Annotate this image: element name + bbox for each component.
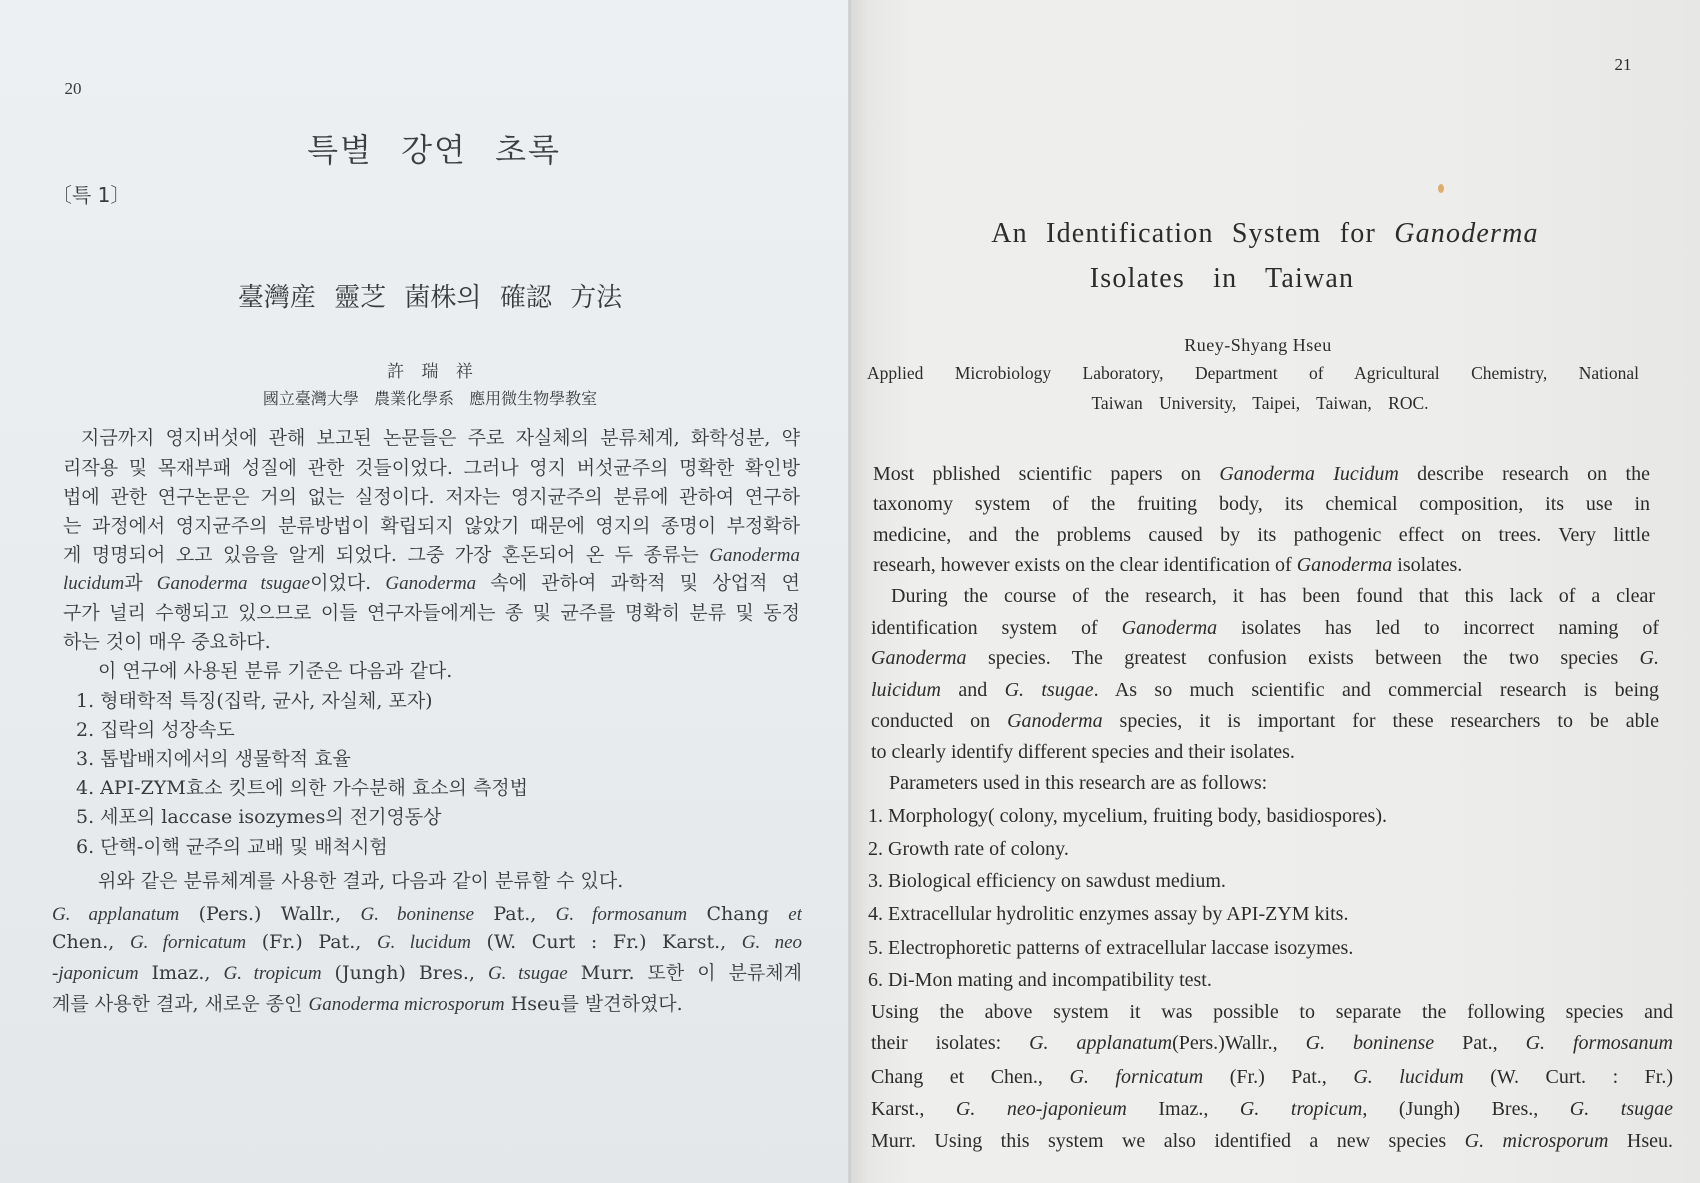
- italic-taxon: G.: [1639, 647, 1659, 669]
- body-line: Murr. Using this system we also identified a new species G. microsporum Hseu.: [871, 1130, 1673, 1152]
- italic-taxon: G. tsugae: [1004, 679, 1094, 701]
- page-number: 21: [1614, 55, 1632, 74]
- italic-taxon: G. neo-japonieum: [955, 1098, 1127, 1120]
- list-item: 4. Extracellular hydrolitic enzymes assay by API-ZYM kits.: [868, 903, 1349, 925]
- body-line: 하는 것이 매우 중요하다.: [63, 631, 271, 653]
- italic-taxon: Ganoderma: [1121, 617, 1218, 639]
- page-number: 20: [64, 79, 82, 98]
- italic-taxon: Ganoderma tsugae: [156, 573, 311, 594]
- affiliation-line: Applied Microbiology Laboratory, Department of Agricultural Chemistry, National: [867, 363, 1639, 383]
- body-line: to clearly identify different species and their isolates.: [871, 741, 1295, 763]
- body-line: lucidum과 Ganoderma tsugae이었다. Ganoderma 속에 관하여 과학적 및 상업적 연: [63, 572, 800, 594]
- list-item: 6. 단핵-이핵 균주의 교배 및 배척시험: [76, 836, 388, 858]
- body-line: Ganoderma species. The greatest confusion exists between the two species G.: [871, 647, 1659, 669]
- italic-taxon: G. fornicatum: [1069, 1066, 1204, 1088]
- italic-taxon: et: [788, 904, 802, 925]
- body-line: Chen., G. fornicatum (Fr.) Pat., G. lucidum (W. Curt : Fr.) Karst., G. neo: [52, 931, 802, 953]
- italic-taxon: Ganoderma Iucidum: [1219, 463, 1399, 485]
- italic-taxon: G. tsugae: [1569, 1098, 1673, 1120]
- italic-taxon: Ganoderma: [1296, 554, 1393, 576]
- body-line: During the course of the research, it has been found that this lack of a clear: [891, 585, 1655, 607]
- body-line: identification system of Ganoderma isolates has led to incorrect naming of: [871, 617, 1659, 639]
- italic-taxon: G. tsugae: [487, 963, 568, 984]
- list-item: 3. 톱밥배지에서의 생물학적 효율: [76, 748, 351, 770]
- body-line: -japonicum Imaz., G. tropicum (Jungh) Bres., G. tsugae Murr. 또한 이 분류체계: [52, 962, 802, 984]
- italic-taxon: G. formosanum: [555, 904, 688, 925]
- italic-taxon: G. formosanum: [1525, 1032, 1673, 1054]
- body-line: 구가 널리 수행되고 있으므로 이들 연구자들에게는 종 및 균주를 명확히 분류 및 동정: [63, 602, 800, 624]
- italic-taxon: G. fornicatum: [129, 932, 247, 953]
- author-name: Ruey-Shyang Hseu: [1184, 335, 1332, 355]
- list-item: 5. 세포의 laccase isozymes의 전기영동상: [76, 806, 442, 828]
- body-line: Most pblished scientific papers on Ganoderma Iucidum describe research on the: [873, 463, 1650, 485]
- article-title-line: An Identification System for Ganoderma: [991, 218, 1539, 249]
- italic-taxon: G. lucidum: [376, 932, 471, 953]
- list-item: 1. Morphology( colony, mycelium, fruiting body, basidiospores).: [868, 805, 1388, 827]
- article-title: 臺灣産 靈芝 菌株의 確認 方法: [237, 283, 623, 313]
- italic-taxon: Ganoderma: [385, 573, 477, 594]
- italic-taxon: Ganoderma: [1007, 710, 1103, 732]
- italic-taxon: Ganoderma microsporum: [308, 994, 505, 1015]
- italic-taxon: G. lucidum: [1353, 1066, 1464, 1088]
- body-line: 리작용 및 목재부패 성질에 관한 것들이었다. 그러나 영지 버섯균주의 명확한 확인방: [63, 457, 800, 479]
- list-item: 2. Growth rate of colony.: [868, 838, 1069, 860]
- affiliation: 國立臺灣大學 農業化學系 應用微生物學教室: [262, 389, 598, 408]
- body-line: G. applanatum (Pers.) Wallr., G. boninense Pat., G. formosanum Chang et: [52, 903, 802, 925]
- body-line: Chang et Chen., G. fornicatum (Fr.) Pat., G. lucidum (W. Curt. : Fr.): [871, 1066, 1673, 1088]
- body-line: 지금까지 영지버섯에 관해 보고된 논문들은 주로 자실체의 분류체계, 화학성분, 약: [81, 427, 800, 449]
- body-line: taxonomy system of the fruiting body, its chemical composition, its use in: [873, 493, 1650, 515]
- body-line: Parameters used in this research are as follows:: [889, 772, 1268, 794]
- italic-taxon: G. neo: [741, 932, 802, 953]
- body-line: 이 연구에 사용된 분류 기준은 다음과 같다.: [98, 660, 453, 682]
- affiliation-line: Taiwan University, Taipei, Taiwan, ROC.: [1091, 393, 1429, 413]
- italic-taxon: -japonicum: [52, 963, 139, 984]
- italic-taxon: G. applanatum: [52, 904, 180, 925]
- list-item: 1. 형태학적 특징(집락, 균사, 자실체, 포자): [76, 690, 433, 712]
- italic-taxon: G. tropicum: [1239, 1098, 1363, 1120]
- body-line: their isolates: G. applanatum(Pers.)Wallr., G. boninense Pat., G. formosanum: [871, 1032, 1673, 1054]
- italic-taxon: Ganoderma: [709, 545, 800, 566]
- italic-taxon: G. boninense: [1305, 1032, 1435, 1054]
- body-line: 법에 관한 연구논문은 거의 없는 실정이다. 저자는 영지균주의 분류에 관하여 연구하: [63, 486, 800, 508]
- list-item: 2. 집락의 성장속도: [76, 719, 235, 741]
- section-label: 〔특 1〕: [52, 183, 131, 207]
- section-heading: 특별 강연 초록: [307, 131, 561, 169]
- list-item: 3. Biological efficiency on sawdust medium.: [868, 870, 1226, 892]
- italic-taxon: G. microsporum: [1464, 1130, 1609, 1152]
- list-item: 5. Electrophoretic patterns of extracellular laccase isozymes.: [868, 937, 1354, 959]
- italic-taxon: Ganoderma: [871, 647, 967, 669]
- right-page: [851, 0, 1700, 1183]
- body-line: 위와 같은 분류체계를 사용한 결과, 다음과 같이 분류할 수 있다.: [98, 870, 624, 892]
- body-line: researh, however exists on the clear identification of Ganoderma isolates.: [873, 554, 1463, 576]
- body-line: 계를 사용한 결과, 새로운 종인 Ganoderma microsporum Hseu를 발견하였다.: [52, 993, 683, 1015]
- article-title-line: Isolates in Taiwan: [1089, 263, 1355, 294]
- author-name: 許 瑞 祥: [387, 362, 473, 382]
- body-line: 게 명명되어 오고 있음을 알게 되었다. 그중 가장 혼돈되어 온 두 종류는 Ganoderma: [63, 544, 800, 566]
- italic-taxon: luicidum: [871, 679, 941, 701]
- body-line: Using the above system it was possible to separate the following species and: [871, 1001, 1673, 1023]
- italic-taxon: G. applanatum: [1029, 1032, 1173, 1054]
- body-line: luicidum and G. tsugae. As so much scientific and commercial research is being: [871, 679, 1659, 701]
- italic-taxon: Ganoderma: [1394, 218, 1539, 249]
- italic-taxon: G. boninense: [360, 904, 475, 925]
- ink-spot: [1438, 184, 1444, 193]
- list-item: 6. Di-Mon mating and incompatibility test.: [868, 969, 1212, 991]
- list-item: 4. API-ZYM효소 킷트에 의한 가수분해 효소의 측정법: [76, 777, 529, 799]
- body-line: medicine, and the problems caused by its pathogenic effect on trees. Very little: [873, 524, 1650, 546]
- body-line: 는 과정에서 영지균주의 분류방법이 확립되지 않았기 때문에 영지의 종명이 부정확하: [63, 515, 800, 537]
- italic-taxon: lucidum: [63, 573, 125, 594]
- body-line: Karst., G. neo-japonieum Imaz., G. tropicum, (Jungh) Bres., G. tsugae: [871, 1098, 1673, 1120]
- body-line: conducted on Ganoderma species, it is important for these researchers to be able: [871, 710, 1659, 732]
- italic-taxon: G. tropicum: [223, 963, 322, 984]
